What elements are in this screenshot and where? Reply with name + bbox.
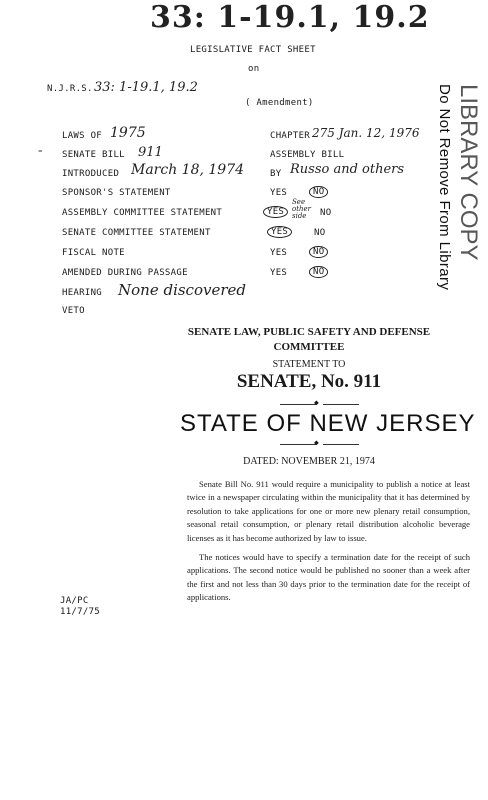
fiscal-note-label: FISCAL NOTE (62, 248, 125, 258)
statement-body (187, 478, 470, 611)
njrs-value: 33: 1-19.1, 19.2 (94, 80, 198, 95)
assembly-yes-circled: YES (263, 206, 288, 218)
assembly-no: NO (320, 208, 332, 218)
senate-bill-value: 911 (138, 145, 163, 160)
by-label: BY (270, 169, 282, 179)
sponsors-statement-label: SPONSOR'S STATEMENT (62, 188, 171, 198)
rule-ornament-top: ◆ (314, 398, 319, 407)
library-copy-stamp: LIBRARY COPY (455, 84, 482, 261)
committee-line-1: SENATE LAW, PUBLIC SAFETY AND DEFENSE (187, 326, 431, 338)
assembly-bill-label: ASSEMBLY BILL (270, 150, 345, 160)
fiscal-yes: YES (270, 248, 288, 258)
dated-line: DATED: NOVEMBER 21, 1974 (243, 456, 375, 467)
typist-initials: JA/PC (60, 596, 89, 606)
amendment-line: ( Amendment) (245, 98, 314, 108)
fact-sheet-title: LEGISLATIVE FACT SHEET (190, 45, 316, 55)
hearing-value: None discovered (118, 281, 246, 299)
chapter-label: CHAPTER (270, 131, 311, 141)
committee-line-2: COMMITTEE (273, 341, 345, 353)
margin-mark: ⁼ (37, 146, 44, 159)
amended-no-circled: NO (309, 266, 328, 278)
footer-date: 11/7/75 (60, 607, 101, 617)
fact-sheet-on: on (248, 64, 260, 74)
laws-of-label: LAWS OF (62, 131, 103, 141)
statement-paragraph-1: Senate Bill No. 911 would require a municipality to publish a notice at least twice in a newspaper circulating within the municipality that it has determined by resolution to take applications for one or more new plenary retail consumption, seasonal retail consumption, or plenary retail distribution alcoholic beverage licenses as it has become authorized by law to issue. (187, 479, 470, 543)
bottom-rule-right (323, 444, 359, 445)
senate-bill-label: SENATE BILL (62, 150, 125, 160)
sponsors-yes: YES (270, 188, 288, 198)
top-rule-right (323, 404, 359, 405)
handwritten-statute-number: 33: 1-19.1, 19.2 (150, 0, 430, 35)
see-other-side-note: See other side (292, 198, 312, 220)
amended-during-passage-label: AMENDED DURING PASSAGE (62, 268, 188, 278)
veto-label: VETO (62, 306, 85, 316)
state-heading: STATE OF NEW JERSEY (180, 410, 476, 437)
by-value: Russo and others (290, 162, 405, 177)
hearing-label: HEARING (62, 288, 103, 298)
introduced-value: March 18, 1974 (131, 162, 245, 178)
top-rule-left (280, 404, 316, 405)
rule-ornament-bottom: ◆ (314, 438, 319, 447)
statement-to: STATEMENT TO (272, 359, 346, 370)
statement-paragraph-2: The notices would have to specify a termination date for the receipt of such applications. The second notice would be published no sooner than a week after the first and not less than 30 days prior to the termination date for the receipt of applications. (187, 552, 470, 603)
assembly-committee-statement-label: ASSEMBLY COMMITTEE STATEMENT (62, 208, 223, 218)
chapter-value: 275 Jan. 12, 1976 (312, 126, 420, 140)
senate-committee-statement-label: SENATE COMMITTEE STATEMENT (62, 228, 211, 238)
laws-of-value: 1975 (110, 125, 146, 141)
fiscal-no-circled: NO (309, 246, 328, 258)
do-not-remove-stamp: Do Not Remove From Library (436, 84, 453, 291)
introduced-label: INTRODUCED (62, 169, 120, 179)
senate-no: NO (314, 228, 326, 238)
bottom-rule-left (280, 444, 316, 445)
amended-yes: YES (270, 268, 288, 278)
bill-heading: SENATE, No. 911 (236, 371, 382, 392)
njrs-label: N.J.R.S. (47, 84, 93, 94)
sponsors-no-circled: NO (309, 186, 328, 198)
senate-yes-circled: YES (267, 226, 292, 238)
